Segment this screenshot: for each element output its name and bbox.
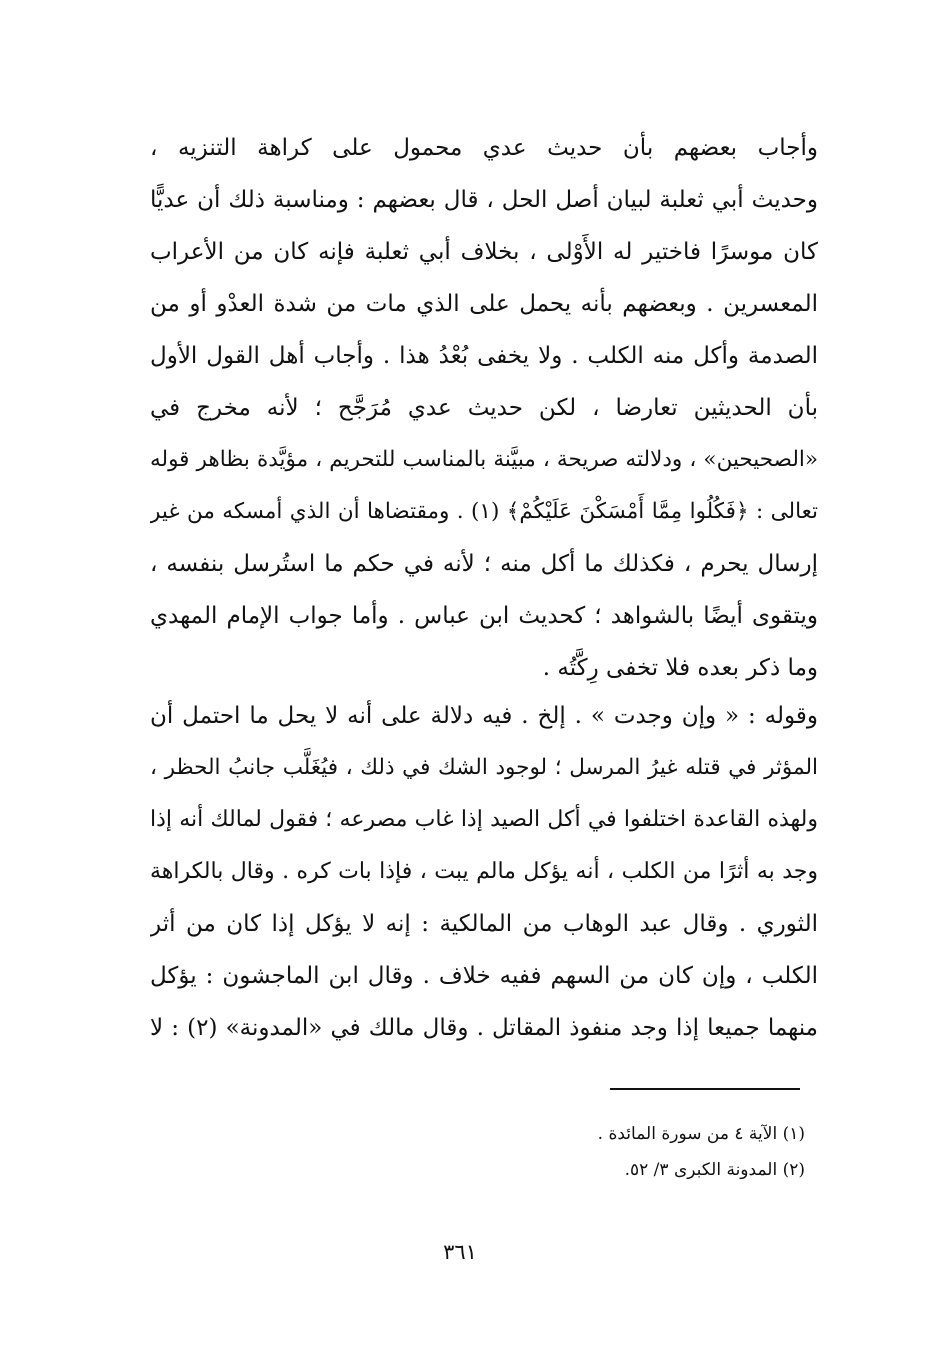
text-line: منهما جميعا إذا وجد منفوذ المقاتل . وقال مالك في «المدونة» (٢) : لا <box>150 1015 818 1041</box>
text-line: وأجاب بعضهم بأن حديث عدي محمول على كراهة التنزيه ، <box>150 135 818 161</box>
text-line: ويتقوى أيضًا بالشواهد ؛ كحديث ابن عباس . وأما جواب الإمام المهدي <box>150 603 818 629</box>
text-line: وحديث أبي ثعلبة لبيان أصل الحل ، قال بعضهم : ومناسبة ذلك أن عديًّا <box>150 187 818 213</box>
footnote-1: (١) الآية ٤ من سورة المائدة . <box>597 1124 805 1144</box>
text-line: كان موسرًا فاختير له الأَوْلى ، بخلاف أبي ثعلبة فإنه كان من الأعراب <box>150 239 818 265</box>
paragraph-1 <box>150 122 818 694</box>
text-line: تعالى : ﴿فَكُلُوا مِمَّا أَمْسَكْنَ عَلَيْكُمْ﴾ (١) . ومقتضاها أن الذي أمسكه من غير <box>150 499 818 524</box>
text-line: المؤثر في قتله غيرُ المرسل ؛ لوجود الشك في ذلك ، فيُغَلَّب جانبُ الحظر ، <box>150 755 818 780</box>
text-line: بأن الحديثين تعارضا ، لكن حديث عدي مُرَجَّح ؛ لأنه مخرج في <box>150 395 818 421</box>
footnote-2: (٢) المدونة الكبرى ٣/ ٥٢. <box>624 1160 805 1180</box>
page-number: ٣٦١ <box>443 1240 477 1264</box>
footnote-separator <box>610 1088 800 1090</box>
text-line: المعسرين . وبعضهم بأنه يحمل على الذي مات من شدة العدْو أو من <box>150 291 818 317</box>
text-line: الكلب ، وإن كان من السهم ففيه خلاف . وقال ابن الماجشون : يؤكل <box>150 963 818 989</box>
text-line: الثوري . وقال عبد الوهاب من المالكية : إنه لا يؤكل إذا كان من أثر <box>150 911 818 937</box>
text-line: الصدمة وأكل منه الكلب . ولا يخفى بُعْدُ هذا . وأجاب أهل القول الأول <box>150 343 818 369</box>
text-line: «الصحيحين» ، ودلالته صريحة ، مبيَّنة بالمناسب للتحريم ، مؤيَّدة بظاهر قوله <box>150 447 818 472</box>
text-line: إرسال يحرم ، فكذلك ما أكل منه ؛ لأنه في حكم ما استُرسل بنفسه ، <box>150 551 818 577</box>
footnotes <box>500 1116 805 1188</box>
text-line: وجد به أثرًا من الكلب ، أنه يؤكل مالم يبت ، فإذا بات كره . وقال بالكراهة <box>150 859 818 884</box>
text-line: ولهذه القاعدة اختلفوا في أكل الصيد إذا غاب مصرعه ؛ فقول لمالك أنه إذا <box>150 807 818 832</box>
text-line: وقوله : « وإن وجدت » . إلخ . فيه دلالة على أنه لا يحل ما احتمل أن <box>150 703 818 729</box>
paragraph-2 <box>150 690 818 1054</box>
text-line: وما ذكر بعده فلا تخفى رِكَّتُه . <box>542 655 818 681</box>
